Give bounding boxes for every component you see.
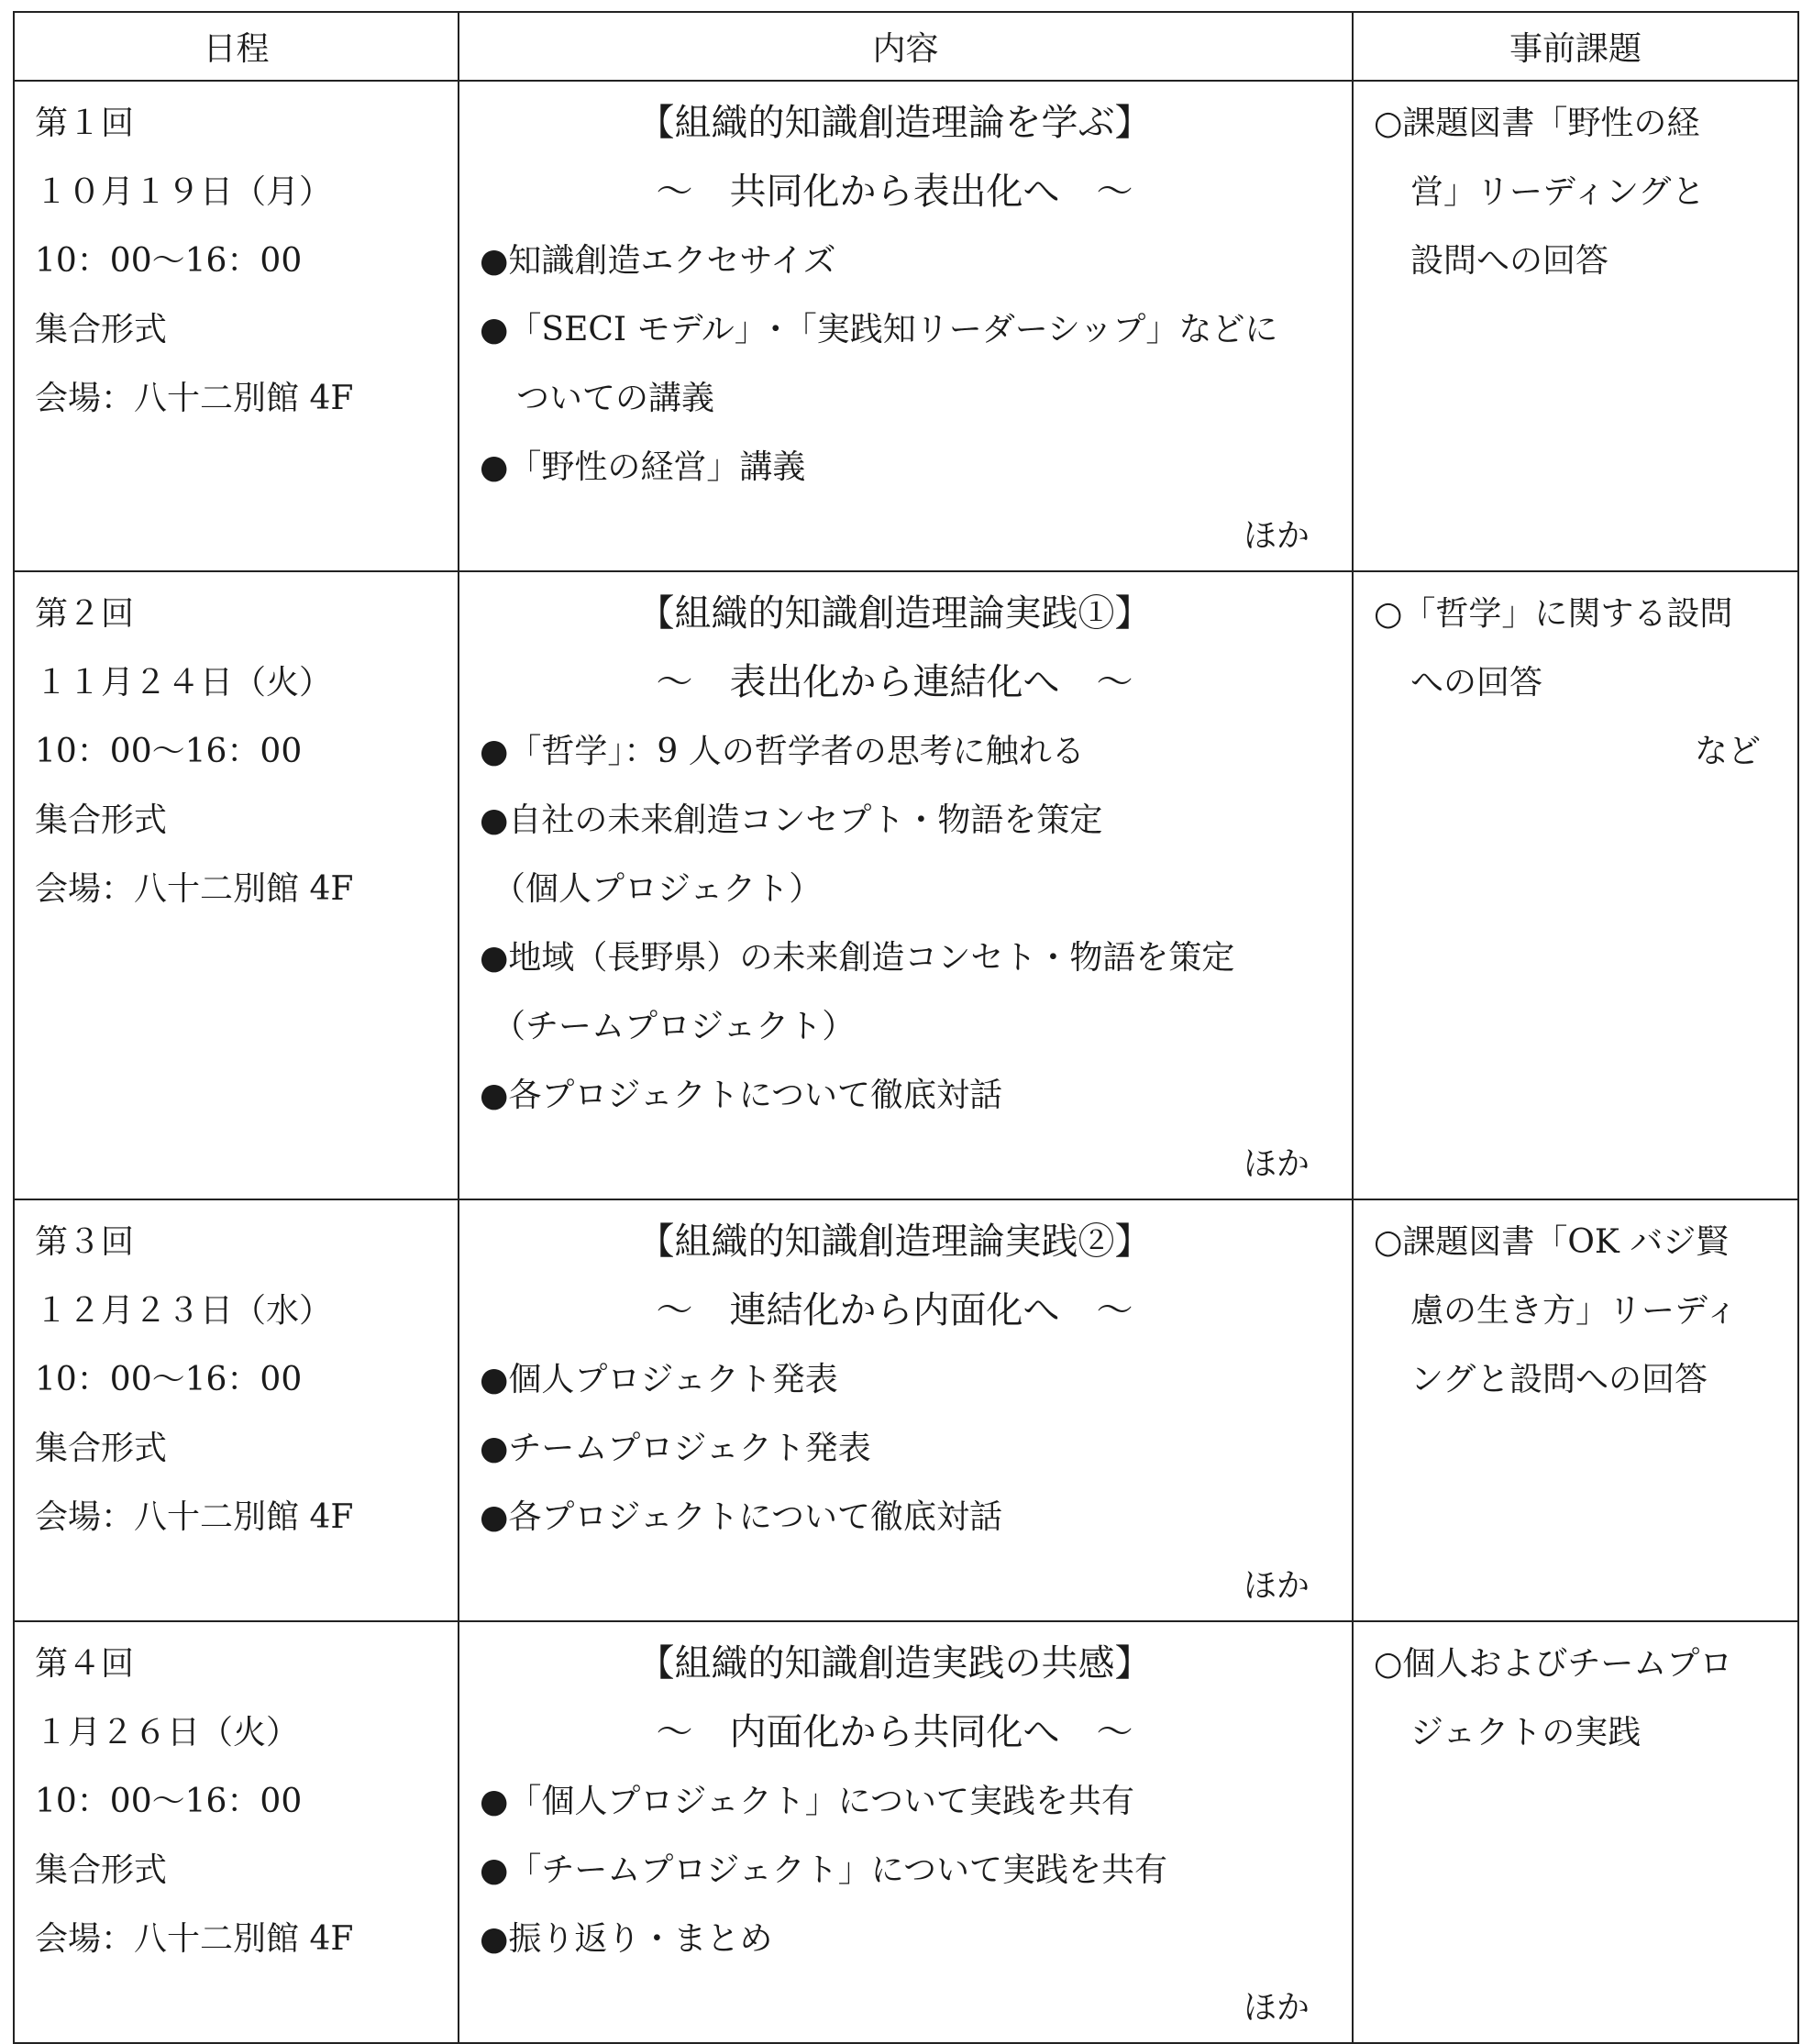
session-format: 集合形式 [35, 1430, 168, 1467]
homework-etc: など [1694, 733, 1761, 770]
homework-line: への回答 [1410, 664, 1543, 702]
session-time: 10：00～16：00 [35, 242, 303, 280]
session-row-2 [14, 571, 1798, 1199]
content-item: ついての講義 [516, 380, 715, 417]
session-format: 集合形式 [35, 1851, 168, 1889]
session-format: 集合形式 [35, 311, 168, 348]
session-time: 10：00～16：00 [35, 733, 303, 770]
content-item: （個人プロジェクト） [492, 870, 823, 908]
header-homework: 事前課題 [1353, 12, 1798, 81]
homework-line: ○個人およびチームプロ [1374, 1645, 1733, 1683]
homework-cell [1353, 81, 1798, 571]
content-etc: ほか [1243, 517, 1310, 555]
header-row [14, 12, 1798, 81]
session-number: 第２回 [35, 595, 135, 633]
session-venue: 会場：八十二別館 4F [35, 1920, 354, 1958]
session-date: １２月２３日（水） [35, 1292, 333, 1330]
session-time: 10：00～16：00 [35, 1783, 303, 1820]
homework-line: 営」リーディングと [1410, 173, 1706, 211]
session-row-4 [14, 1621, 1798, 2043]
content-item: ●「チームプロジェクト」について実践を共有 [480, 1851, 1167, 1889]
content-title: 【組織的知識創造理論を学ぶ】 [637, 102, 1152, 144]
content-item: ●地域（長野県）の未来創造コンセト・物語を策定 [480, 939, 1235, 977]
content-item: （チームプロジェクト） [492, 1008, 856, 1045]
session-time: 10：00～16：00 [35, 1361, 303, 1398]
session-number: 第３回 [35, 1223, 135, 1261]
content-cell [459, 81, 1353, 571]
content-subtitle: ～ 連結化から内面化へ ～ [656, 1289, 1133, 1331]
content-title: 【組織的知識創造理論実践②】 [637, 1221, 1152, 1263]
content-item: ●各プロジェクトについて徹底対話 [480, 1498, 1002, 1536]
content-item: ●「SECI モデル」･「実践知リーダーシップ」などに [480, 311, 1278, 348]
homework-line: ○「哲学」に関する設問 [1374, 595, 1733, 633]
header-schedule: 日程 [14, 12, 459, 81]
session-row-1 [14, 81, 1798, 571]
content-etc: ほか [1243, 1989, 1310, 2027]
content-etc: ほか [1243, 1145, 1310, 1183]
session-venue: 会場：八十二別館 4F [35, 870, 354, 908]
content-title: 【組織的知識創造実践の共感】 [637, 1642, 1152, 1685]
content-item: ●チームプロジェクト発表 [480, 1430, 871, 1467]
session-date: １月２６日（火） [35, 1714, 300, 1751]
content-cell [459, 1621, 1353, 2043]
content-subtitle: ～ 内面化から共同化へ ～ [656, 1711, 1133, 1753]
session-venue: 会場：八十二別館 4F [35, 1498, 354, 1536]
session-number: 第１回 [35, 105, 135, 142]
homework-line: ングと設問への回答 [1410, 1361, 1708, 1398]
homework-line: ○課題図書「OK バジ賢 [1374, 1223, 1730, 1261]
homework-line: ○課題図書「野性の経 [1374, 105, 1700, 142]
schedule-cell [14, 1199, 459, 1621]
session-row-3 [14, 1199, 1798, 1621]
schedule-cell [14, 1621, 459, 2043]
session-venue: 会場：八十二別館 4F [35, 380, 354, 417]
header-content: 内容 [459, 12, 1353, 81]
content-item: ●「個人プロジェクト」について実践を共有 [480, 1783, 1134, 1820]
session-format: 集合形式 [35, 801, 168, 839]
content-item: ●各プロジェクトについて徹底対話 [480, 1077, 1002, 1114]
homework-cell [1353, 1199, 1798, 1621]
content-title: 【組織的知識創造理論実践①】 [637, 592, 1152, 635]
content-item: ●自社の未来創造コンセプト・物語を策定 [480, 801, 1103, 839]
content-subtitle: ～ 共同化から表出化へ ～ [656, 171, 1133, 213]
content-item: ●個人プロジェクト発表 [480, 1361, 838, 1398]
content-item: ●知識創造エクセサイズ [480, 242, 836, 280]
schedule-table [13, 11, 1799, 2044]
session-date: １０月１９日（月） [35, 173, 333, 211]
session-date: １１月２４日（火） [35, 664, 333, 702]
content-subtitle: ～ 表出化から連結化へ ～ [656, 661, 1133, 703]
content-item: ●振り返り・まとめ [480, 1920, 773, 1958]
session-number: 第４回 [35, 1645, 135, 1683]
content-cell [459, 1199, 1353, 1621]
schedule-cell [14, 81, 459, 571]
homework-cell [1353, 571, 1798, 1199]
content-etc: ほか [1243, 1567, 1310, 1605]
homework-line: 設問への回答 [1410, 242, 1609, 280]
homework-cell [1353, 1621, 1798, 2043]
content-cell [459, 571, 1353, 1199]
content-item: ●「哲学」：9 人の哲学者の思考に触れる [480, 733, 1085, 770]
content-item: ●「野性の経営」講義 [480, 448, 806, 486]
homework-line: 慮の生き方」リーディ [1410, 1292, 1739, 1330]
schedule-cell [14, 571, 459, 1199]
homework-line: ジェクトの実践 [1410, 1714, 1642, 1751]
